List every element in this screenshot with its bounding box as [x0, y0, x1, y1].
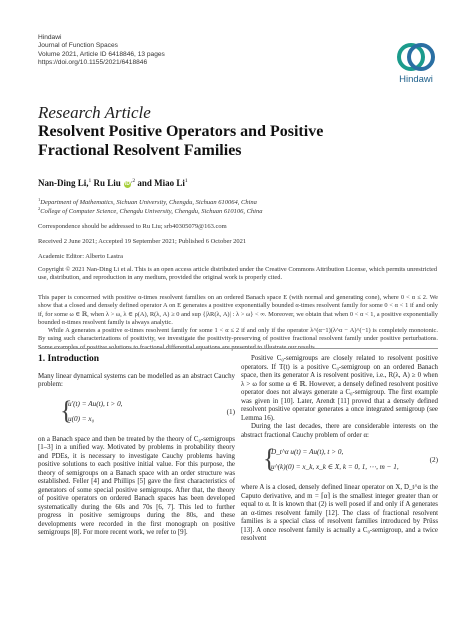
right-column: [241, 355, 438, 544]
body-paragraph: on a Banach space and then be treated by the theory of C₀-semigroups [1–3] in a unified way. Motivated by problems in probability theory and PDEs, it is necessary to investigate Cauchy problems having positive solutions to each positive initial value. For this purpose, the theory of semigroups on a Banach space with an order structure was established. Feller [4] and Phillips [5] gave the first characteristics of generators of some special positive semigroups. After that, the theory of positive operators on ordered Banach spaces has been developed systematically during the 60s and 70s [6, 7]. This led to further progress in positive semigroups during the 80s, and these developments were recorded in the first monograph on positive semigroups [8]. For more recent work, we refer to [9].: [38, 435, 235, 536]
section-heading: 1. Introduction: [38, 354, 100, 364]
equation-number: (2): [429, 456, 438, 464]
journal-title: Journal of Function Spaces: [38, 42, 118, 50]
copyright-notice: Copyright © 2021 Nan-Ding Li et al. This is an open access article distributed under the Creative Commons Attribution License, which permits unrestricted use, distribution, and reproduction in any medium, provided the original work is properly cited.: [38, 266, 438, 282]
section-divider: [38, 348, 438, 349]
journal-name: Hindawi: [38, 34, 62, 41]
author-name: Ru Liu: [93, 178, 121, 188]
affiliation-text: College of Computer Science, Chengdu University, Chengdu, Sichuan 610106, China: [40, 208, 263, 216]
body-paragraph: Positive C₀-semigroups are closely related to resolvent positive operators. If T(t) is a positive C₀-semigroup on an ordered Banach space, then its generator A is resolvent positive, i.e., R(λ, A) ≥ 0 when λ > ω for some ω ∈ ℝ. However, a densely defined resolvent positive operator does not always generate a C₀-semigroup. The first example was given in [10]. Later, Arendt [11] proved that a densely defined resolvent positive operator generates a once integrated semigroup (see Lemma 16).: [241, 355, 438, 422]
body-paragraph: where A is a closed, densely defined linear operator on X, D_t^α is the Caputo derivative, and m = ⌈α⌉ is the smallest integer greater than or equal to α. It is known that (2) is well posed if and only if A generates an α-times resolvent family [12]. The class of fractional resolvent families is a special class of resolvent families introduced by Prüss [13]. A once resolvent family is actually a C₀-semigroup, and a twice resolvent: [241, 484, 438, 542]
author-name: Nan-Ding Li,: [38, 178, 89, 188]
abstract-paragraph: This paper is concerned with positive α-times resolvent families on an ordered Banach space E (with normal and generating cone), where 0 < α ≤ 2. We show that a closed and densely defined operator A on E generates a positive exponentially bounded α-times resolvent family for some 0 < α < 1 if and only if, for some ω ∈ ℝ, when λ > ω, λ ∈ ρ(A), R(λ, A) ≥ 0 and sup {|λR(λ, A)| : λ > ω} < ∞. Moreover, we obtain that when 0 < α < 1, a positive exponentially bounded α-times resolvent family is always analytic.: [38, 294, 438, 326]
author-affil-mark: 1: [88, 178, 92, 184]
academic-editor: Academic Editor: Alberto Lastra: [38, 253, 124, 260]
author-affil-mark: ,2: [131, 178, 136, 184]
author-affil-mark: 1: [184, 178, 188, 184]
equation-line: u′(t) = Au(t), t > 0,: [68, 399, 123, 408]
affiliation-text: Department of Mathematics, Sichuan University, Chengdu, Sichuan 610064, China: [40, 199, 257, 207]
abstract: [38, 294, 438, 352]
affiliation: [38, 197, 257, 206]
correspondence: Correspondence should be addressed to Ru Liu; srb40305079@163.com: [38, 223, 227, 230]
left-column: [38, 355, 235, 538]
equation-1: [38, 395, 235, 430]
affiliation-mark: 1: [38, 197, 41, 202]
equation-brace: {: [263, 444, 276, 473]
affiliation-mark: 2: [38, 206, 41, 211]
article-title: Resolvent Positive Operators and Positive Fractional Resolvent Families: [38, 123, 324, 159]
doi-link[interactable]: https://doi.org/10.1155/2021/6418846: [38, 59, 148, 67]
equation-2: [241, 446, 438, 478]
body-paragraph: Many linear dynamical systems can be modelled as an abstract Cauchy problem:: [38, 372, 235, 388]
author-list: [38, 178, 188, 188]
body-paragraph: During the last decades, there are considerable interests on the abstract fractional Cauchy problem of order α:: [241, 423, 438, 439]
volume-line: Volume 2021, Article ID 6418846, 13 pages: [38, 50, 165, 58]
author-name: and Miao Li: [137, 178, 185, 188]
equation-brace: {: [60, 395, 73, 425]
equation-line: u^(k)(0) = x_k, x_k ∈ X, k = 0, 1, ⋯, m − 1,: [271, 463, 399, 471]
equation-number: (1): [226, 407, 235, 416]
publication-dates: Received 2 June 2021; Accepted 19 September 2021; Published 6 October 2021: [38, 238, 247, 245]
abstract-paragraph: While A generates a positive α-times resolvent family for some 1 < α ≤ 2 if and only if the operator λ^(α−1)(λ^α − A)^(−1) is completely monotonic. By using such characterizations of positivity, we investigate the positivity-preserving of positive fractional resolvent family under positive perturbations. Some examples of positive solutions to fractional differential equations are presented to illustrate our results.: [38, 327, 438, 351]
publisher-logo-text: Hindawi: [399, 74, 433, 85]
equation-line: D_t^α u(t) = Au(t), t > 0,: [271, 448, 344, 456]
orcid-icon[interactable]: iD: [125, 181, 131, 187]
article-type: Research Article: [38, 103, 151, 122]
affiliation: [38, 206, 263, 215]
journal-info: [38, 34, 165, 68]
equation-line: u(0) = x₀: [68, 414, 95, 423]
